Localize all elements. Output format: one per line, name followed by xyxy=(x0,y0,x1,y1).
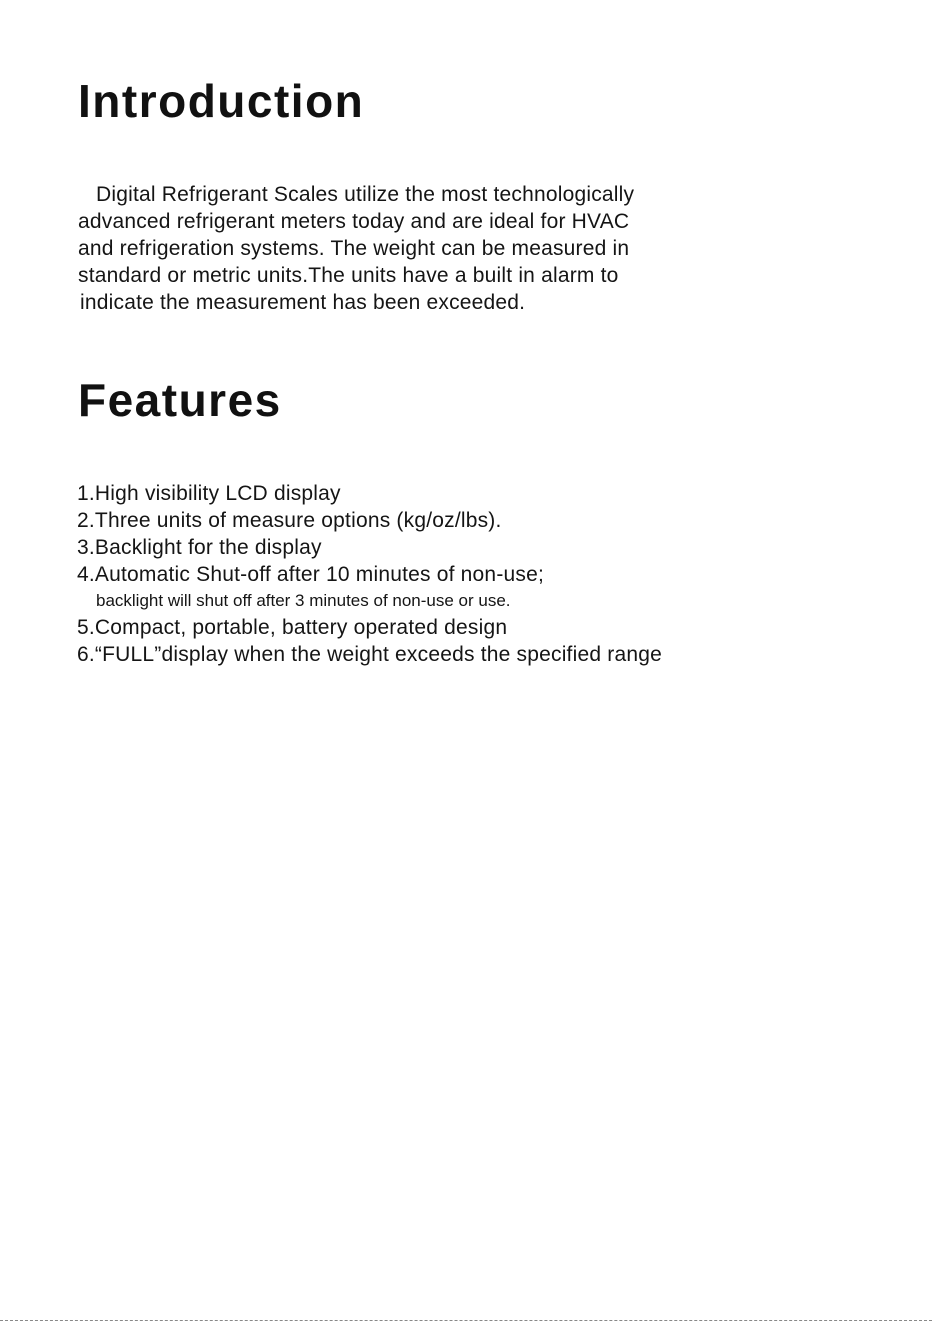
introduction-line: indicate the measurement has been exceeded. xyxy=(80,291,526,314)
feature-item: 1.High visibility LCD display xyxy=(77,482,341,505)
features-heading: Features xyxy=(78,374,282,426)
feature-item: 2.Three units of measure options (kg/oz/lbs). xyxy=(77,509,502,532)
introduction-line: and refrigeration systems. The weight can be measured in xyxy=(78,237,630,260)
introduction-line: standard or metric units.The units have a built in alarm to xyxy=(78,264,619,287)
feature-item: 6.“FULL”display when the weight exceeds the specified range xyxy=(77,643,662,666)
page-bottom-edge xyxy=(0,1320,932,1321)
introduction-heading: Introduction xyxy=(78,75,365,127)
introduction-line: Digital Refrigerant Scales utilize the most technologically xyxy=(96,183,635,206)
feature-item-note: backlight will shut off after 3 minutes of non-use or use. xyxy=(96,591,511,610)
feature-item: 5.Compact, portable, battery operated design xyxy=(77,616,508,639)
feature-item: 3.Backlight for the display xyxy=(77,536,322,559)
introduction-line: advanced refrigerant meters today and are ideal for HVAC xyxy=(78,210,630,233)
feature-item: 4.Automatic Shut-off after 10 minutes of non-use; xyxy=(77,563,545,586)
